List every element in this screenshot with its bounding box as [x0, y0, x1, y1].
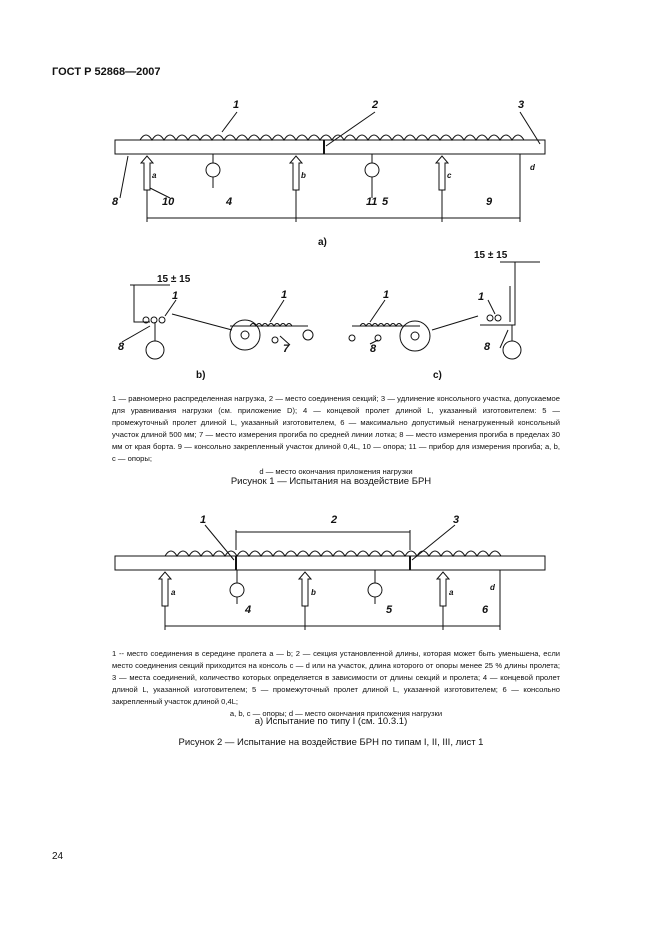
dimension-15-15-b: 15 ± 15 — [157, 274, 191, 285]
label-8: 8 — [112, 196, 119, 208]
label-9: 9 — [486, 196, 493, 208]
label-1-b: 1 — [172, 290, 179, 302]
support-arrow — [437, 572, 449, 606]
support-a-label: a — [152, 171, 157, 180]
label-8-b: 8 — [118, 341, 125, 353]
figure-2-diagram — [115, 525, 545, 630]
legend-text: 1 -- место соединения в середине пролета a — b; 2 — секция установленной длины, которая может быть уменьшена, если место соединения секций приходится на консоль c — d или на участок, длина которого от опоры менее 25 % длины пролета; 3 — места соединений, количество которых определяется в зависимости от длины секций и пролета; 4 — концевой пролет длиной L, указанной изготовителем; 5 — промежуточный пролет длиной L, указанной изготовителем; 6 — консольно закрепленный участок длиной 0,4L; — [112, 649, 560, 707]
legend-text-last: a, b, c — опоры; d — место окончания приложения нагрузки — [229, 709, 443, 719]
figure-1c-diagram — [349, 262, 540, 359]
support-c-label: c — [447, 171, 452, 180]
dimension-15-15-c: 15 ± 15 — [474, 250, 508, 261]
fig2-point-d: d — [490, 583, 495, 592]
label-1: 1 — [233, 99, 240, 111]
fig2-support-b: b — [311, 588, 316, 597]
figure-2-title: Рисунок 2 — Испытание на воздействие БРН по типам I, II, III, лист 1 — [178, 737, 484, 748]
label-11: 11 — [366, 196, 378, 208]
fig2-label-3: 3 — [453, 514, 460, 526]
label-10: 10 — [162, 196, 175, 208]
figure-1a-diagram — [115, 112, 545, 222]
label-8-c: 8 — [370, 343, 377, 355]
support-arrow — [159, 572, 171, 606]
subfigure-c-label: c) — [433, 370, 442, 381]
support-b-label: b — [301, 171, 306, 180]
label-5: 5 — [382, 196, 389, 208]
beam — [115, 140, 545, 154]
label-2: 2 — [372, 99, 379, 111]
figure-2-subtitle: а) Испытание по типу I (см. 10.3.1) — [254, 716, 408, 727]
fig2-support-a: a — [171, 588, 176, 597]
figure-1-legend — [112, 393, 560, 478]
fig2-label-5: 5 — [386, 604, 393, 616]
subfigure-b-label: b) — [196, 370, 206, 381]
figure-1-title: Рисунок 1 — Испытания на воздействие БРН — [230, 476, 432, 487]
legend-text-last: d — место окончания приложения нагрузки — [259, 466, 413, 476]
fig2-label-1: 1 — [200, 514, 207, 526]
distributed-load — [140, 135, 524, 140]
fig2-label-4: 4 — [245, 604, 252, 616]
label-4: 4 — [226, 196, 233, 208]
support-arrow — [299, 572, 311, 606]
fig2-support-a2: a — [449, 588, 454, 597]
point-d-label: d — [530, 163, 535, 172]
label-1-c: 1 — [383, 289, 390, 301]
label-1-c-detail: 1 — [478, 291, 485, 303]
legend-text: 1 — равномерно распределенная нагрузка, 2 — место соединения секций; 3 — удлинение консольного участка, допускаемое для уравнивания нагрузки (см. приложение D); 4 — концевой пролет длиной L, указанный изготовителем: 5 — промежуточный пролет длиной L, указанный изготовителем, 6 — максимально допустимый ненагруженный консольный участок длиной 500 мм; 7 — место измерения прогиба по средней линии лотка; 8 — место измерения прогиба в пределах 30 мм от края борта. 9 — консольно закрепленный участок длиной 0,4L, 10 — опора; 11 — прибор для измерения прогиба; a, b, c — опоры; — [112, 394, 560, 464]
page-number: 24 — [52, 851, 64, 862]
label-3: 3 — [518, 99, 525, 111]
fig2-label-6: 6 — [482, 604, 489, 616]
fig2-label-2: 2 — [331, 514, 338, 526]
figure-2-legend — [112, 648, 560, 721]
subfigure-a-label: a) — [318, 237, 327, 248]
label-7: 7 — [283, 343, 290, 355]
document-header: ГОСТ Р 52868—2007 — [52, 66, 161, 78]
label-1-b-detail: 1 — [281, 289, 288, 301]
label-8-c-detail: 8 — [484, 341, 491, 353]
